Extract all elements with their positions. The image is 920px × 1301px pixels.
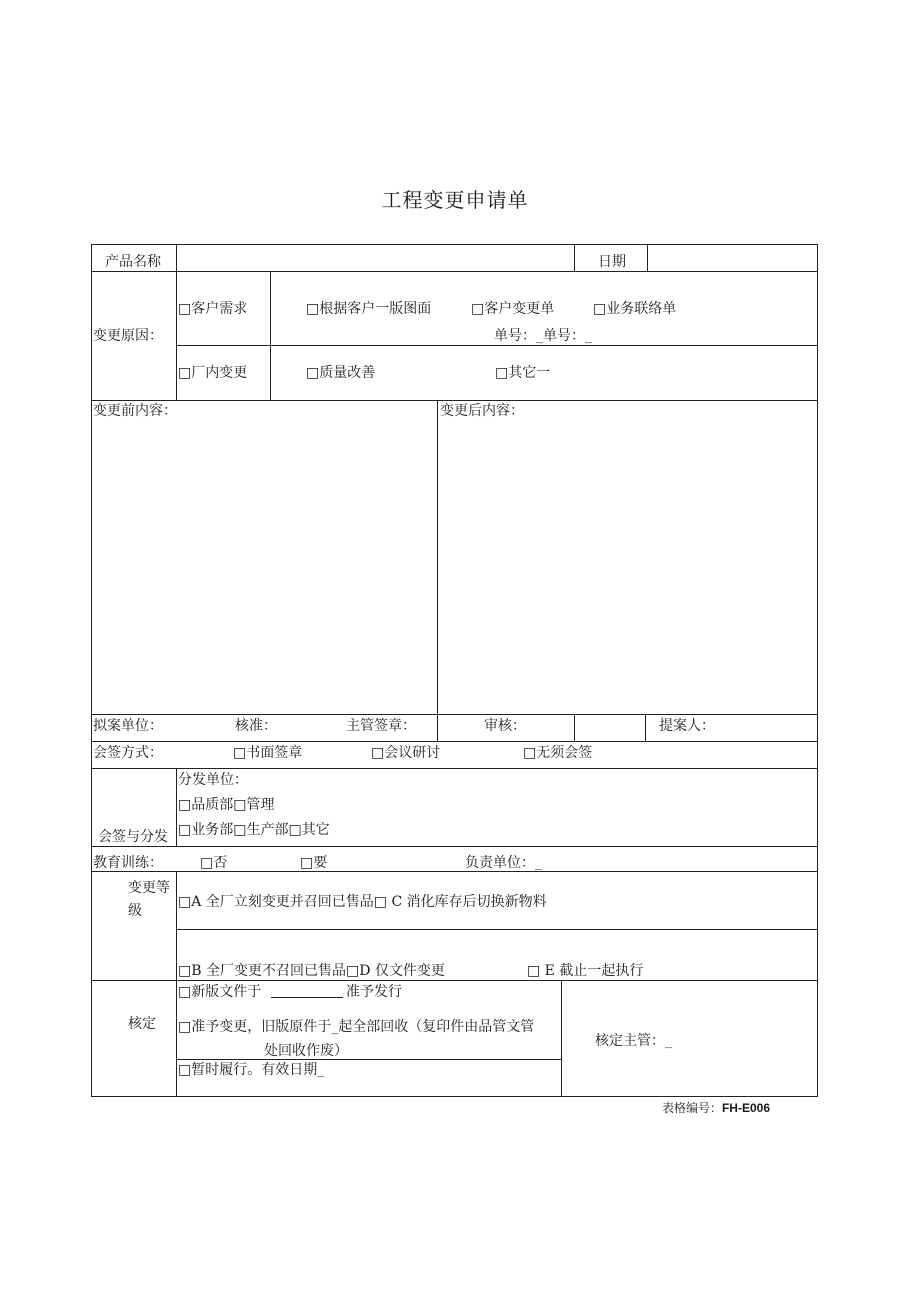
after-content-label: 变更后内容： [440, 403, 524, 419]
training-yes-checkbox[interactable]: □要 [300, 855, 328, 871]
recycle-note: 处回收作废） [264, 1043, 348, 1059]
product-name-label: 产品名称 [105, 254, 161, 270]
col-divider [437, 714, 438, 741]
reason-in-factory-checkbox[interactable]: □厂内变更 [178, 365, 248, 381]
reason-customer-change-order-checkbox[interactable]: □客户变更单 [471, 301, 555, 317]
distribution-label: 会签与分发 [98, 829, 168, 845]
row-divider [91, 741, 818, 742]
before-content-label: 变更前内容： [93, 403, 177, 419]
reason-business-contact-checkbox[interactable]: □业务联络单 [593, 301, 677, 317]
grade-b-d-option[interactable]: □B 全厂变更不召回已售品□D 仅文件变更 [178, 963, 445, 979]
change-grade-label: 变更等 [128, 880, 170, 896]
col-divider [176, 271, 177, 400]
review-label: 审核： [484, 718, 526, 734]
col-divider [645, 714, 646, 741]
verify-label: 核定 [128, 1016, 156, 1032]
grade-e-option[interactable]: □ E 截止一起执行 [527, 963, 644, 979]
no-countersign-checkbox[interactable]: □无须会签 [523, 745, 593, 761]
training-no-checkbox[interactable]: □否 [200, 855, 228, 871]
row-divider [91, 871, 818, 872]
col-divider [561, 980, 562, 1097]
row-divider [91, 846, 818, 847]
grade-a-c-option[interactable]: □A 全厂立刻变更并召回已售品□ C 消化库存后切换新物料 [178, 894, 547, 910]
new-version-date-blank[interactable] [271, 997, 343, 998]
form-title: 工程变更申请单 [381, 188, 529, 212]
release-text: 准予发行 [346, 984, 402, 1000]
drafting-unit-label: 拟案单位： [93, 718, 163, 734]
order-number-text: 单号：_单号：_ [494, 328, 592, 344]
change-reason-label: 变更原因： [93, 328, 163, 344]
meeting-checkbox[interactable]: □会议研讨 [371, 745, 441, 761]
form-code-label: 表格编号： [661, 1101, 722, 1115]
after-content-area[interactable] [439, 420, 817, 713]
change-grade-label-2: 级 [128, 903, 142, 919]
approve-label: 核准： [235, 718, 277, 734]
row-divider [91, 768, 818, 769]
row-divider [176, 345, 818, 346]
row-divider [91, 400, 818, 401]
distribution-line-2[interactable]: □业务部□生产部□其它 [178, 822, 330, 838]
before-content-area[interactable] [92, 420, 436, 713]
training-label: 教育训练： [93, 855, 163, 871]
new-version-checkbox[interactable]: □新版文件于 [178, 984, 262, 1000]
row-divider [176, 1059, 561, 1060]
date-field[interactable] [648, 245, 817, 270]
col-divider [270, 271, 271, 400]
reason-customer-drawing-checkbox[interactable]: □根据客户一版图面 [306, 301, 432, 317]
reason-quality-improve-checkbox[interactable]: □质量改善 [306, 365, 376, 381]
col-divider [574, 244, 575, 271]
reason-customer-demand-checkbox[interactable]: □客户需求 [178, 301, 248, 317]
row-divider [176, 929, 818, 930]
product-name-field[interactable] [177, 245, 573, 270]
approve-change-checkbox[interactable]: □准予变更，旧版原件于_起全部回收（复印件由品管文管 [178, 1019, 535, 1035]
reason-other-checkbox[interactable]: □其它一 [495, 365, 551, 381]
distribution-line-1[interactable]: □品质部□管理 [178, 797, 275, 813]
row-divider [91, 271, 818, 272]
form-code-value: FH-E006 [721, 1101, 770, 1115]
col-divider [437, 400, 438, 714]
col-divider [574, 714, 575, 741]
date-label: 日期 [598, 254, 626, 270]
temporary-checkbox[interactable]: □暂时履行。有效日期_ [178, 1062, 325, 1078]
col-divider [176, 871, 177, 1097]
distribution-unit-label: 分发单位： [178, 772, 248, 788]
written-seal-checkbox[interactable]: □书面签章 [233, 745, 303, 761]
row-divider [91, 714, 818, 715]
responsible-unit-label: 负责单位：_ [465, 855, 542, 871]
row-divider [91, 980, 818, 981]
supervisor-seal-label: 主管签章： [346, 718, 416, 734]
verify-supervisor-label: 核定主管：_ [595, 1033, 672, 1049]
proposer-label: 提案人： [659, 718, 715, 734]
countersign-method-label: 会签方式： [93, 745, 163, 761]
form-code [662, 1099, 770, 1116]
col-divider [176, 768, 177, 846]
